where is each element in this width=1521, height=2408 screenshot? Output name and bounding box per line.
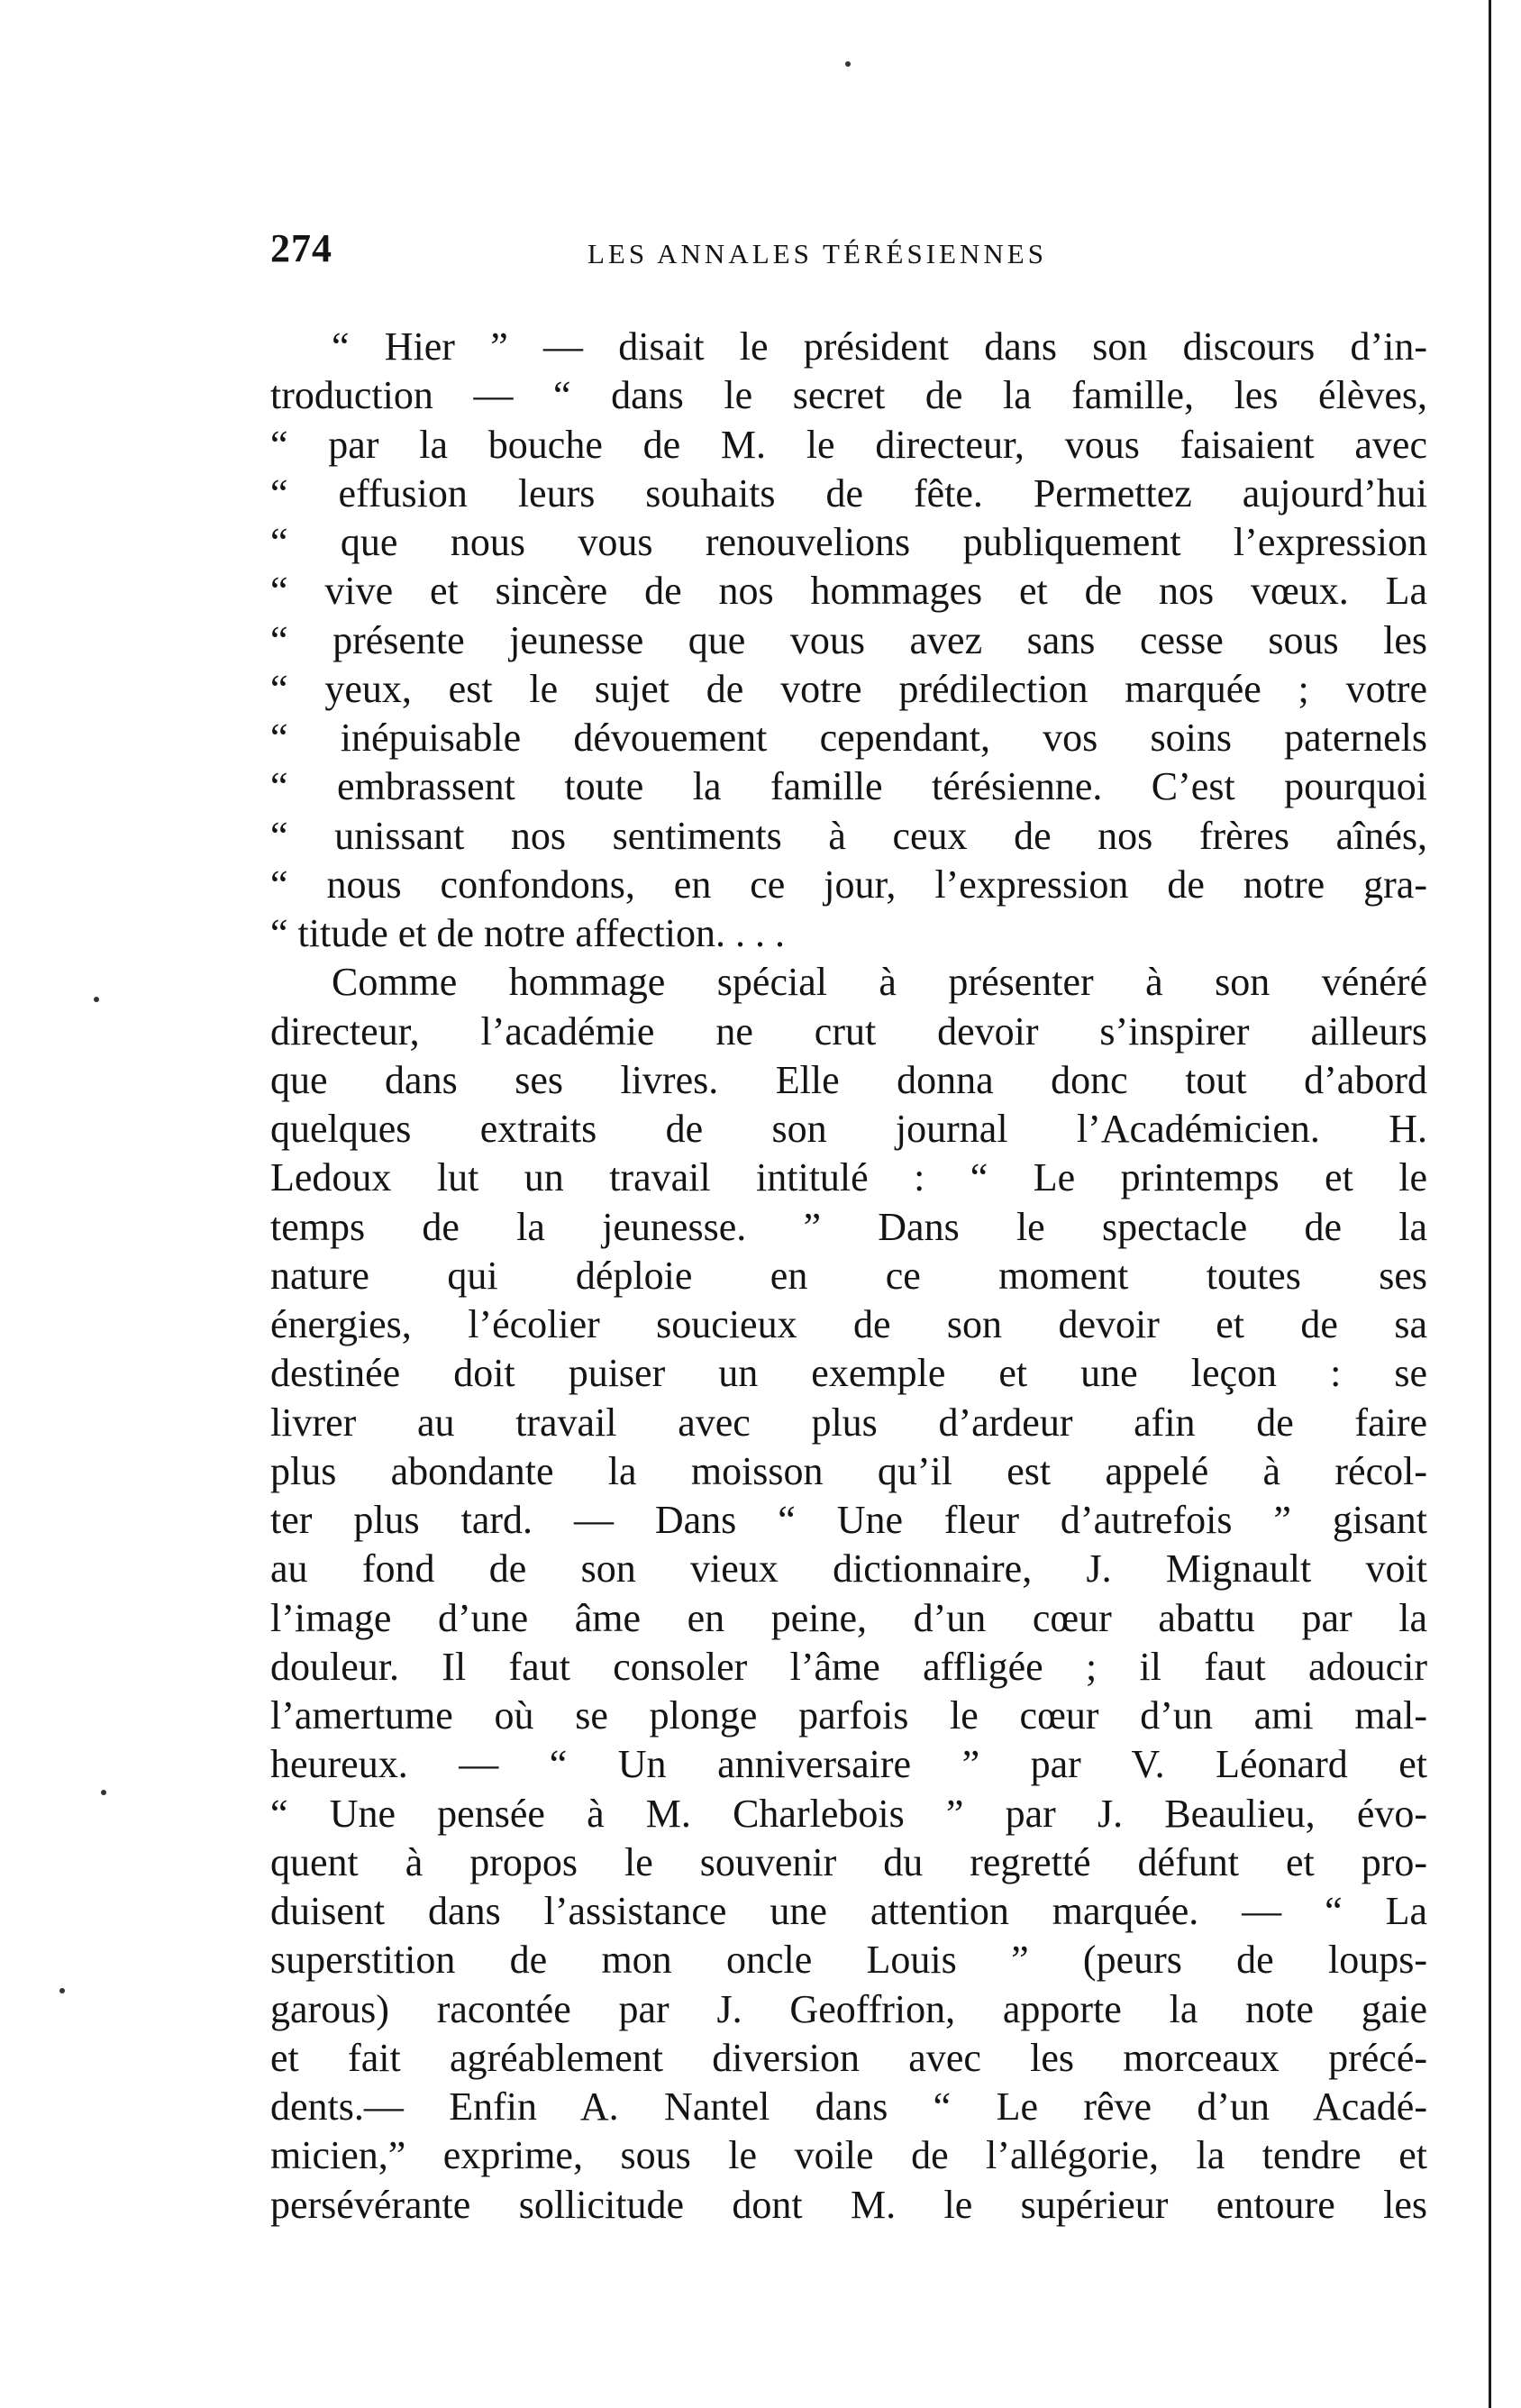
text-line: “ présente jeunesse que vous avez sans cesse sous les xyxy=(270,617,1427,662)
text-line: heureux. — “ Un anniversaire ” par V. Léonard et xyxy=(270,1742,1427,1787)
page-header xyxy=(270,225,1442,279)
running-title: LES ANNALES TÉRÉSIENNES xyxy=(587,238,1047,269)
text-line: Ledoux lut un travail intitulé : “ Le printemps et le xyxy=(270,1155,1427,1200)
text-line: “ titude et de notre affection. . . . xyxy=(270,911,785,955)
text-line: quent à propos le souvenir du regretté défunt et pro- xyxy=(270,1839,1427,1884)
page-number: 274 xyxy=(270,226,332,270)
text-line: garous) racontée par J. Geoffrion, apporte la note gaie xyxy=(270,1986,1427,2031)
text-line: micien,” exprime, sous le voile de l’allégorie, la tendre et xyxy=(270,2133,1427,2178)
scan-speck xyxy=(94,997,99,1002)
text-line: “ unissant nos sentiments à ceux de nos frères aînés, xyxy=(270,813,1427,858)
text-line: temps de la jeunesse. ” Dans le spectacle de la xyxy=(270,1204,1427,1249)
text-line: énergies, l’écolier soucieux de son devoir et de sa xyxy=(270,1302,1427,1346)
text-line: quelques extraits de son journal l’Académicien. H. xyxy=(270,1107,1427,1151)
text-line: ter plus tard. — Dans “ Une fleur d’autrefois ” gisant xyxy=(270,1498,1427,1542)
text-line: et fait agréablement diversion avec les morceaux précé- xyxy=(270,2035,1427,2080)
text-line: l’image d’une âme en peine, d’un cœur abattu par la xyxy=(270,1595,1427,1640)
text-line: livrer au travail avec plus d’ardeur afin de faire xyxy=(270,1400,1427,1445)
body-text xyxy=(270,323,1427,2230)
text-line: directeur, l’académie ne crut devoir s’inspirer ailleurs xyxy=(270,1008,1427,1054)
text-line: destinée doit puiser un exemple et une leçon : se xyxy=(270,1351,1427,1396)
text-line: duisent dans l’assistance une attention marquée. — “ La xyxy=(270,1889,1427,1933)
text-line: “ effusion leurs souhaits de fête. Permettez aujourd’hui xyxy=(270,470,1427,515)
text-line: “ yeux, est le sujet de votre prédilection marquée ; votre xyxy=(270,666,1427,711)
text-line: plus abondante la moisson qu’il est appelé à récol- xyxy=(270,1448,1427,1493)
text-line: que dans ses livres. Elle donna donc tout d’abord xyxy=(270,1057,1427,1102)
text-line: au fond de son vieux dictionnaire, J. Mignault voit xyxy=(270,1546,1427,1592)
text-line: troduction — “ dans le secret de la famille, les élèves, xyxy=(270,373,1427,418)
text-line: l’amertume où se plonge parfois le cœur d’un ami mal- xyxy=(270,1693,1427,1738)
text-line: “ par la bouche de M. le directeur, vous faisaient avec xyxy=(270,422,1427,467)
text-line: superstition de mon oncle Louis ” (peurs de loups- xyxy=(270,1938,1427,1983)
text-line: dents.— Enfin A. Nantel dans “ Le rêve d’un Acadé- xyxy=(270,2084,1427,2129)
text-line: “ que nous vous renouvelions publiquement l’expression xyxy=(270,520,1427,564)
text-line: “ Hier ” — disait le président dans son discours d’in- xyxy=(332,324,1427,369)
text-line: “ vive et sincère de nos hommages et de nos vœux. La xyxy=(270,569,1427,614)
text-line: nature qui déploie en ce moment toutes ses xyxy=(270,1253,1427,1298)
scan-speck xyxy=(101,1790,106,1795)
text-line: Comme hommage spécial à présenter à son vénéré xyxy=(332,960,1427,1005)
scan-speck xyxy=(59,1988,65,1993)
scan-speck xyxy=(845,61,851,67)
text-line: “ embrassent toute la famille térésienne. C’est pourquoi xyxy=(270,764,1427,809)
text-line: “ nous confondons, en ce jour, l’expression de notre gra- xyxy=(270,862,1427,907)
scan-edge-rule xyxy=(1489,0,1491,2408)
text-line: “ inépuisable dévouement cependant, vos soins paternels xyxy=(270,716,1427,760)
text-line: douleur. Il faut consoler l’âme affligée ; il faut adoucir xyxy=(270,1644,1427,1689)
text-line: persévérante sollicitude dont M. le supérieur entoure les xyxy=(270,2182,1427,2227)
text-line: “ Une pensée à M. Charlebois ” par J. Beaulieu, évo- xyxy=(270,1791,1427,1836)
